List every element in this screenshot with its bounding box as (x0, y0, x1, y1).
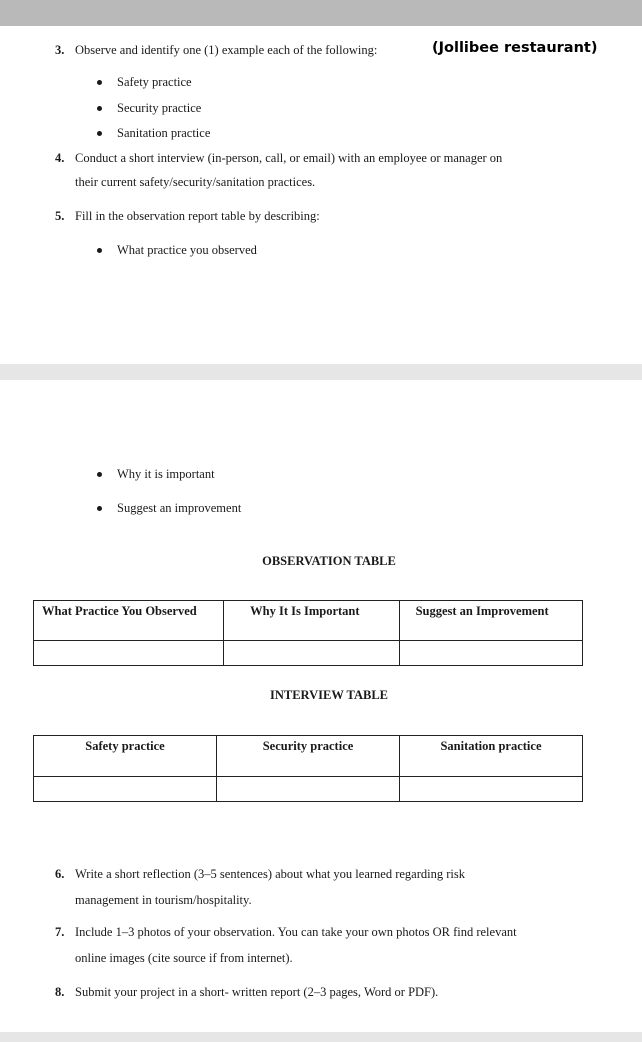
bullet-security-practice: Security practice (117, 101, 202, 115)
item-6-line-2: management in tourism/hospitality. (75, 893, 252, 907)
bullet-why-important: Why it is important (117, 467, 215, 481)
bullet-what-practice: What practice you observed (117, 243, 257, 257)
interview-table (33, 735, 583, 802)
item-5-number: 5. (55, 209, 65, 223)
bullet-icon (97, 80, 102, 85)
item-8-number: 8. (55, 985, 65, 999)
observation-table (33, 600, 583, 666)
interview-table-title: INTERVIEW TABLE (269, 688, 388, 702)
interview-header-cell (217, 736, 400, 777)
bullet-icon (97, 506, 102, 511)
bullet-sanitation-practice: Sanitation practice (117, 126, 211, 140)
observation-header-why: Why It Is Important (250, 604, 360, 618)
page-separator (0, 364, 642, 380)
bullet-icon (97, 131, 102, 136)
observation-empty-cell (399, 641, 582, 666)
interview-empty-cell (34, 777, 217, 802)
item-5-text: Fill in the observation report table by describing: (75, 209, 320, 223)
interview-header-security: Security practice (262, 739, 354, 753)
item-8-text: Submit your project in a short- written report (2–3 pages, Word or PDF). (75, 985, 439, 999)
document-page-1 (0, 26, 642, 364)
document-page-2 (0, 380, 642, 1032)
interview-header-safety: Safety practice (85, 739, 165, 753)
interview-empty-cell (400, 777, 583, 802)
observation-header-improvement: Suggest an Improvement (415, 604, 549, 618)
item-6-line-1: Write a short reflection (3–5 sentences) about what you learned regarding risk (75, 867, 465, 881)
bullet-suggest-improvement: Suggest an improvement (117, 501, 242, 515)
item-4-line-2: their current safety/security/sanitation practices. (75, 175, 316, 189)
item-7-number: 7. (55, 925, 65, 939)
item-4-line-1: Conduct a short interview (in-person, call, or email) with an employee or manager on (75, 151, 503, 165)
bullet-icon (97, 106, 102, 111)
observation-header-cell (34, 601, 224, 641)
handwritten-annotation: (Jollibee restaurant) (432, 40, 598, 56)
item-4-number: 4. (55, 151, 65, 165)
observation-header-practice: What Practice You Observed (42, 604, 197, 618)
item-7-line-2: online images (cite source if from internet). (75, 951, 293, 965)
item-7-line-1: Include 1–3 photos of your observation. You can take your own photos OR find relevant (75, 925, 517, 939)
observation-empty-cell (224, 641, 399, 666)
interview-header-cell (34, 736, 217, 777)
bullet-icon (97, 472, 102, 477)
interview-header-sanitation: Sanitation practice (440, 739, 542, 753)
item-3-number: 3. (55, 43, 65, 57)
viewer-top-bar (0, 0, 642, 26)
item-3-text: Observe and identify one (1) example each of the following: (75, 43, 378, 57)
item-6-number: 6. (55, 867, 65, 881)
viewer-bottom-bar (0, 1032, 642, 1042)
observation-table-title: OBSERVATION TABLE (262, 554, 396, 568)
observation-header-cell (224, 601, 399, 641)
observation-empty-cell (34, 641, 224, 666)
bullet-icon (97, 248, 102, 253)
observation-header-cell (399, 601, 582, 641)
bullet-safety-practice: Safety practice (117, 75, 192, 89)
interview-header-cell (400, 736, 583, 777)
interview-empty-cell (217, 777, 400, 802)
